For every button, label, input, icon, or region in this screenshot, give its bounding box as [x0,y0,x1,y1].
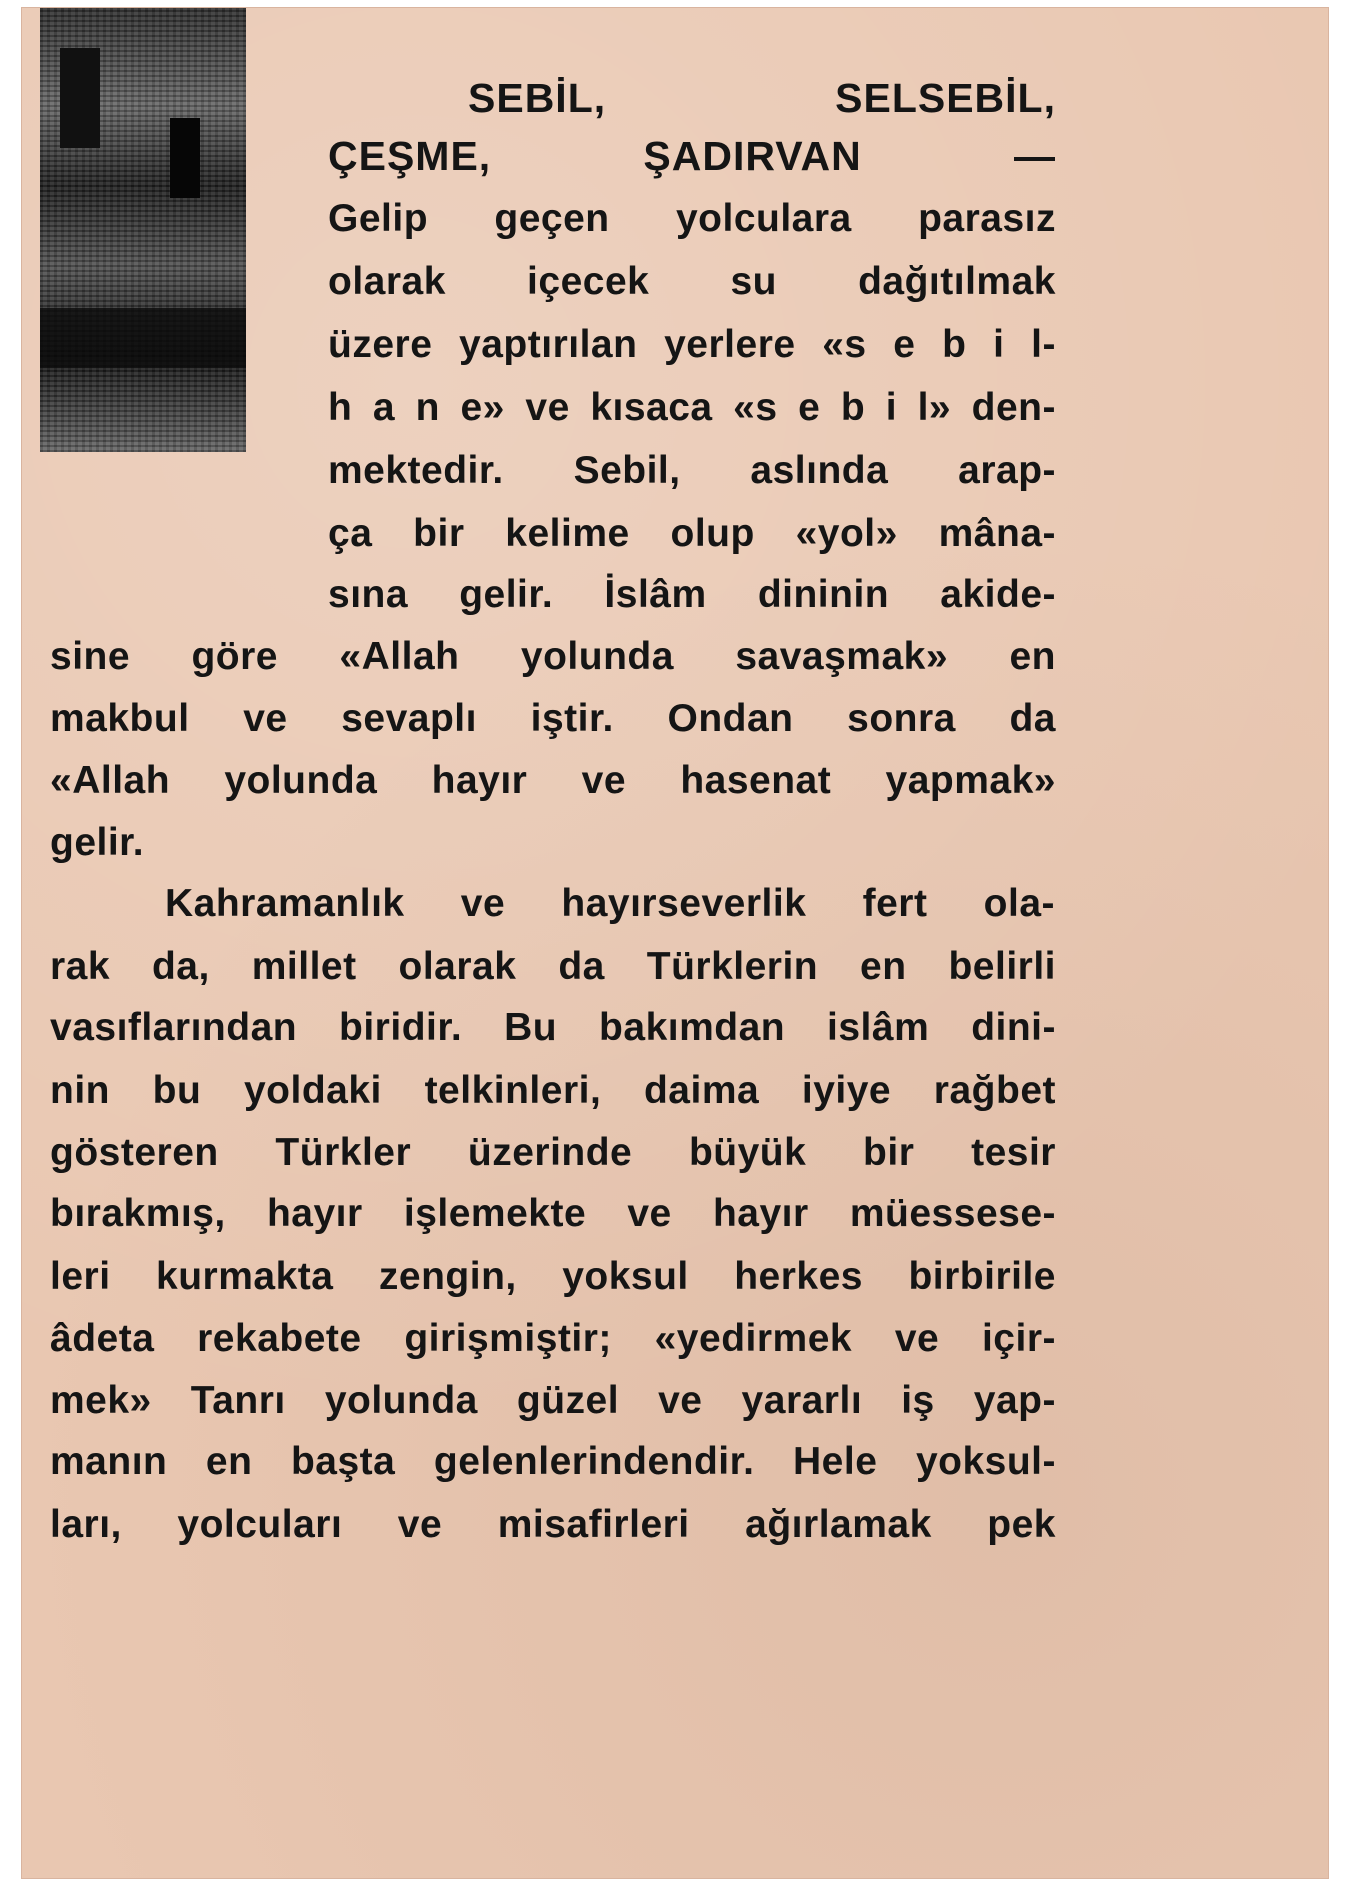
article-line: rak da, millet olarak da Türklerin en belirli [50,945,1056,988]
article-line: üzere yaptırılan yerlere «s e b i l- [328,323,1056,366]
photo-fragment [40,8,246,452]
article-heading-line: SEBİL, SELSEBİL, [468,75,1056,121]
article-line: nin bu yoldaki telkinleri, daima iyiye rağbet [50,1069,1056,1112]
article-line: vasıflarından biridir. Bu bakımdan islâm dini- [50,1006,1056,1049]
article-line: h a n e» ve kısaca «s e b i l» den- [328,386,1056,429]
article-line: makbul ve sevaplı iştir. Ondan sonra da [50,697,1056,740]
article-line: Kahramanlık ve hayırseverlik fert ola- [165,882,1055,925]
article-line: manın en başta gelenlerindendir. Hele yoksul- [50,1440,1056,1483]
article-line: ları, yolcuları ve misafirleri ağırlamak pek [50,1503,1056,1546]
article-line: «Allah yolunda hayır ve hasenat yapmak» [50,759,1056,802]
article-line: olarak içecek su dağıtılmak [328,260,1056,303]
article-line: gelir. [50,821,145,864]
article-line: mektedir. Sebil, aslında arap- [328,449,1056,492]
photo-dark-shape [170,118,200,198]
article-line: mek» Tanrı yolunda güzel ve yararlı iş yap- [50,1379,1056,1422]
article-line: leri kurmakta zengin, yoksul herkes birbirile [50,1255,1056,1298]
article-line: âdeta rekabete girişmiştir; «yedirmek ve içir- [50,1317,1056,1360]
article-line: gösteren Türkler üzerinde büyük bir tesir [50,1131,1056,1174]
article-line: sine göre «Allah yolunda savaşmak» en [50,635,1056,678]
article-line: ça bir kelime olup «yol» mâna- [328,512,1056,555]
article-line: Gelip geçen yolculara parasız [328,197,1056,240]
photo-dark-band [40,308,246,368]
article-heading-line: ÇEŞME, ŞADIRVAN — [328,133,1056,179]
article-line: sına gelir. İslâm dininin akide- [328,573,1056,616]
photo-dark-shape [60,48,100,148]
article-line: bırakmış, hayır işlemekte ve hayır müessese- [50,1192,1056,1235]
